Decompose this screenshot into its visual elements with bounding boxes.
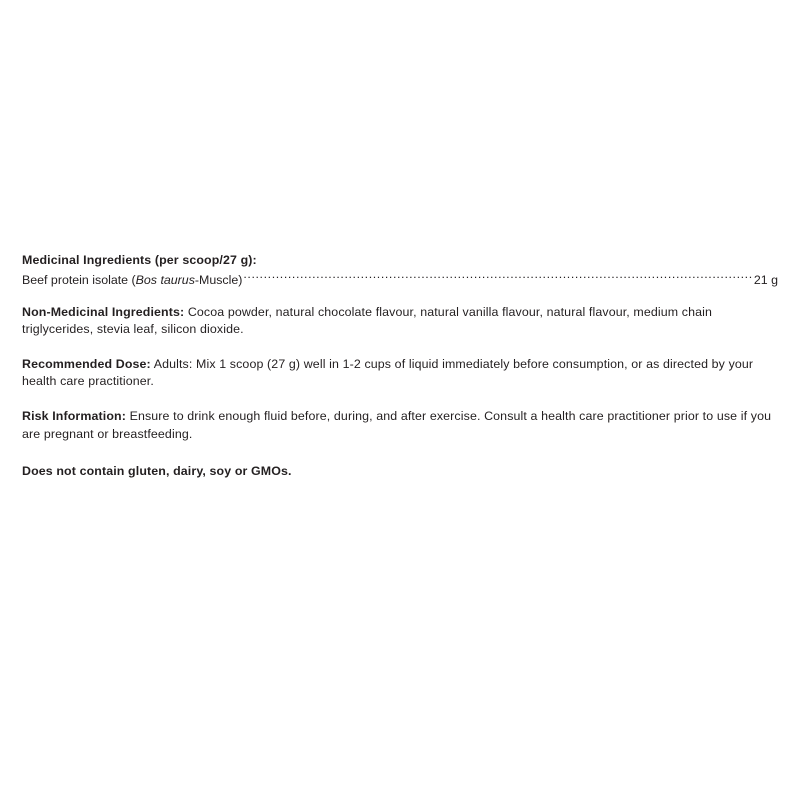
label-content xyxy=(22,252,778,481)
risk-information-section xyxy=(22,408,778,443)
table-row xyxy=(22,272,778,290)
risk-information-heading: Risk Information: xyxy=(22,409,126,424)
recommended-dose-heading: Recommended Dose: xyxy=(22,356,151,371)
recommended-dose-paragraph xyxy=(22,356,778,391)
ingredient-name-suffix: -Muscle) xyxy=(194,273,243,287)
free-from-statement-section xyxy=(22,463,778,481)
ingredient-name-prefix: Beef protein isolate ( xyxy=(22,273,136,287)
ingredient-name xyxy=(22,272,242,290)
non-medicinal-ingredients-text: Cocoa powder, natural chocolate flavour, natural vanilla flavour, natural flavour, medium chain triglycerides, stevia leaf, silicon dioxide. xyxy=(22,304,713,337)
medicinal-ingredients-section xyxy=(22,252,778,290)
free-from-statement: Does not contain gluten, dairy, soy or GMOs. xyxy=(22,464,292,479)
risk-information-text: Ensure to drink enough fluid before, during, and after exercise. Consult a health care practitioner prior to use if you are pregnant or breastfeeding. xyxy=(22,409,772,441)
non-medicinal-ingredients-section xyxy=(22,304,778,339)
recommended-dose-section xyxy=(22,356,778,391)
dot-leader xyxy=(243,272,752,284)
non-medicinal-paragraph xyxy=(22,304,778,339)
ingredient-name-italic: Bos taurus xyxy=(135,273,195,287)
risk-information-paragraph xyxy=(22,408,778,443)
recommended-dose-text: Adults: Mix 1 scoop (27 g) well in 1-2 cups of liquid immediately before consumption, or as directed by your health care practitioner. xyxy=(22,356,754,389)
medicinal-ingredients-heading: Medicinal Ingredients (per scoop/27 g): xyxy=(22,253,257,267)
non-medicinal-ingredients-heading: Non-Medicinal Ingredients: xyxy=(22,304,185,319)
ingredient-amount: 21 g xyxy=(753,273,778,287)
